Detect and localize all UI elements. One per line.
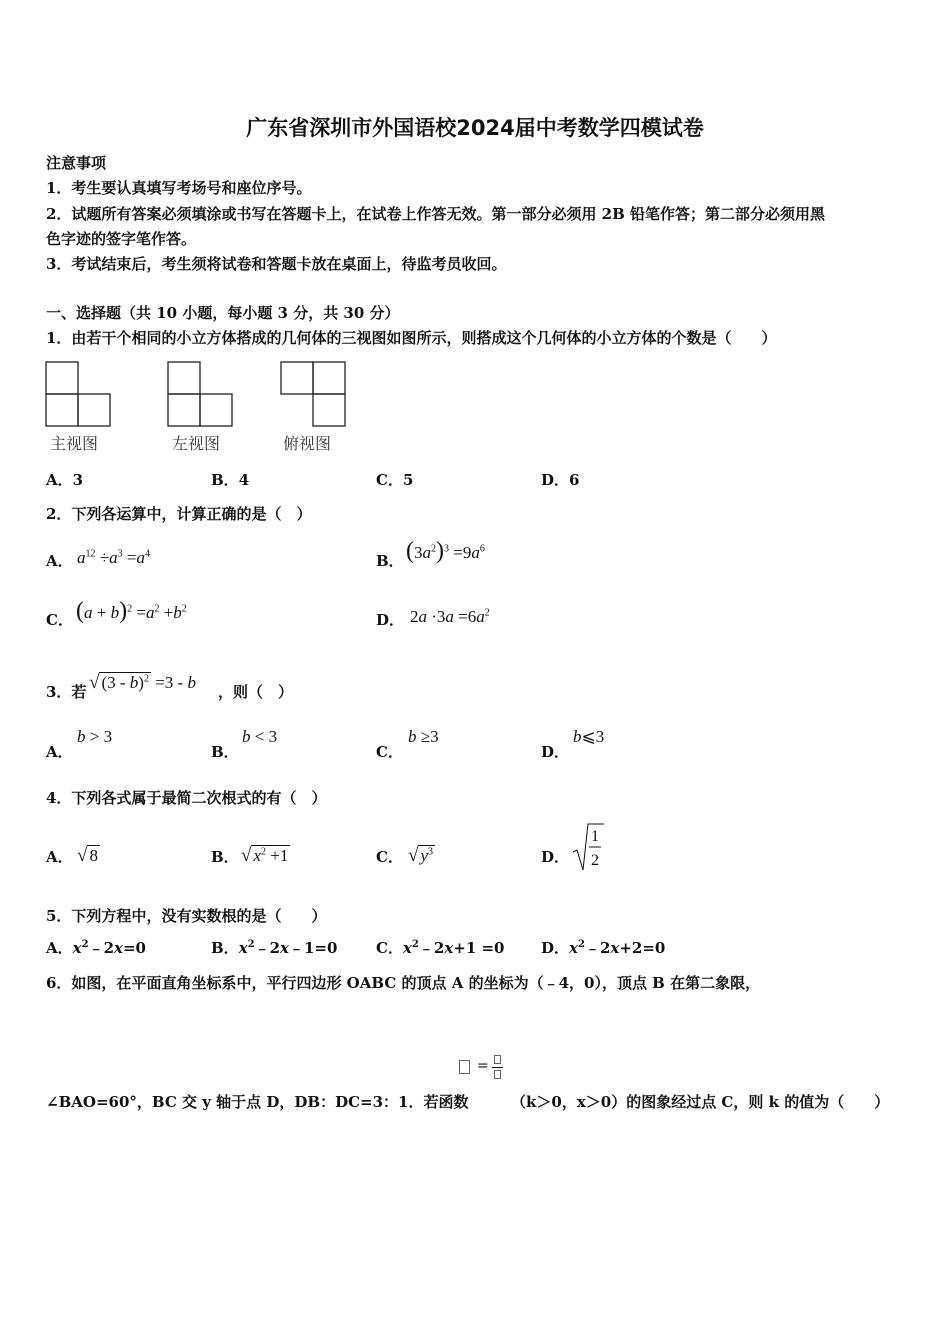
question-2-stem: 2．下列各运算中，计算正确的是（ ） xyxy=(46,505,312,523)
notice-item-3: 3．考试结束后，考生须将试卷和答题卡放在桌面上，待监考员收回。 xyxy=(46,255,507,273)
q1-option-d: D．6 xyxy=(541,471,580,489)
q4-label-c: C． xyxy=(376,848,403,866)
q5-option-c: C．$x^2﹣2x+1 =0$ xyxy=(376,939,505,957)
q3-option-b-expr: b < 3 xyxy=(242,727,278,746)
q5-option-b: B．$x^2﹣2x﹣1=0$ xyxy=(211,939,338,957)
q2-label-d: D． xyxy=(376,611,405,629)
front-view-label: 主视图 xyxy=(50,434,99,453)
question-6-line-1: 6．如图，在平面直角坐标系中，平行四边形 OABC 的顶点 A 的坐标为（﹣4，0），顶点 B 在第二象限， xyxy=(46,974,761,992)
notice-item-1: 1．考生要认真填写考场号和座位序号。 xyxy=(46,179,312,197)
question-1-stem: 1．由若干个相同的小立方体搭成的几何体的三视图如图所示，则搭成这个几何体的小立方体的个数是（ ） xyxy=(46,329,777,347)
q2-option-b-expr: $(3a^2)^3 =9a^6$ xyxy=(406,538,485,564)
question-5-stem: 5．下列方程中，没有实数根的是（ ） xyxy=(46,907,327,925)
q1-option-b: B．4 xyxy=(211,471,250,489)
side-view-drawing xyxy=(168,362,232,426)
q3-label-d: D． xyxy=(541,743,570,761)
q4-option-d-expr xyxy=(570,820,606,874)
question-3-prefix: 3．若 xyxy=(46,683,87,701)
notice-heading: 注意事项 xyxy=(46,154,107,172)
front-view-drawing xyxy=(46,362,110,426)
q2-label-b: B． xyxy=(376,552,404,570)
q4-option-c-expr: √ $y^3$ xyxy=(408,845,433,866)
svg-text:1: 1 xyxy=(591,828,599,845)
q4-option-b-expr: √ $x^2 +1$ xyxy=(241,845,289,866)
q2-label-c: C． xyxy=(46,611,73,629)
side-view-label: 左视图 xyxy=(172,434,221,453)
section-heading: 一、选择题（共 10 小题，每小题 3 分，共 30 分） xyxy=(46,304,400,322)
notice-item-2-cont: 色字迹的签字笔作答。 xyxy=(46,230,197,248)
question-6-line-2b: （k＞0，x＞0）的图象经过点 C，则 k 的值为（ ） xyxy=(511,1093,890,1111)
q1-option-c: C．5 xyxy=(376,471,414,489)
top-view-drawing xyxy=(281,362,345,426)
q1-option-a: A．3 xyxy=(46,471,84,489)
q4-label-a: A． xyxy=(46,848,73,866)
q3-label-a: A． xyxy=(46,743,73,761)
q2-option-d-expr: $2a \cdot 3a =6a^2$ xyxy=(410,607,490,626)
q5-option-d: D．$x^2﹣2x+2=0$ xyxy=(541,939,666,957)
page-title: 广东省深圳市外国语校2024届中考数学四模试卷 xyxy=(246,116,704,140)
q4-label-b: B． xyxy=(211,848,239,866)
q3-option-c-expr: b ≥3 xyxy=(408,727,439,746)
q4-label-d: D． xyxy=(541,848,570,866)
q5-option-a: A．$x^2﹣2x=0$ xyxy=(46,939,146,957)
q2-option-c-expr: $(a + b)^2 =a^2 +b^2$ xyxy=(76,598,187,624)
q3-option-a-expr: b > 3 xyxy=(77,727,113,746)
q2-option-a-expr: $a^{12} \div a^3 =a^4$ xyxy=(77,548,150,567)
q3-option-d-expr: b⩽3 xyxy=(573,727,605,746)
top-view-label: 俯视图 xyxy=(283,434,332,453)
q4-option-a-expr: √ 8 xyxy=(77,845,98,866)
question-3-suffix: ，则（ ） xyxy=(218,683,294,701)
notice-item-2: 2．试题所有答案必须填涂或书写在答题卡上，在试卷上作答无效。第一部分必须用 2B 铅笔作答；第二部分必须用黑 xyxy=(46,205,826,223)
question-6-line-2a: ∠BAO=60°，BC 交 y 轴于点 D，DB：DC=3：1．若函数 xyxy=(46,1093,469,1111)
q3-condition-expr: √ (3 - b)$^2$ =3 - b xyxy=(89,672,196,693)
q6-function-formula: = xyxy=(459,1056,507,1084)
question-4-stem: 4．下列各式属于最简二次根式的有（ ） xyxy=(46,789,327,807)
q3-label-b: B． xyxy=(211,743,239,761)
q3-label-c: C． xyxy=(376,743,403,761)
q2-label-a: A． xyxy=(46,552,73,570)
svg-text:2: 2 xyxy=(591,852,599,869)
